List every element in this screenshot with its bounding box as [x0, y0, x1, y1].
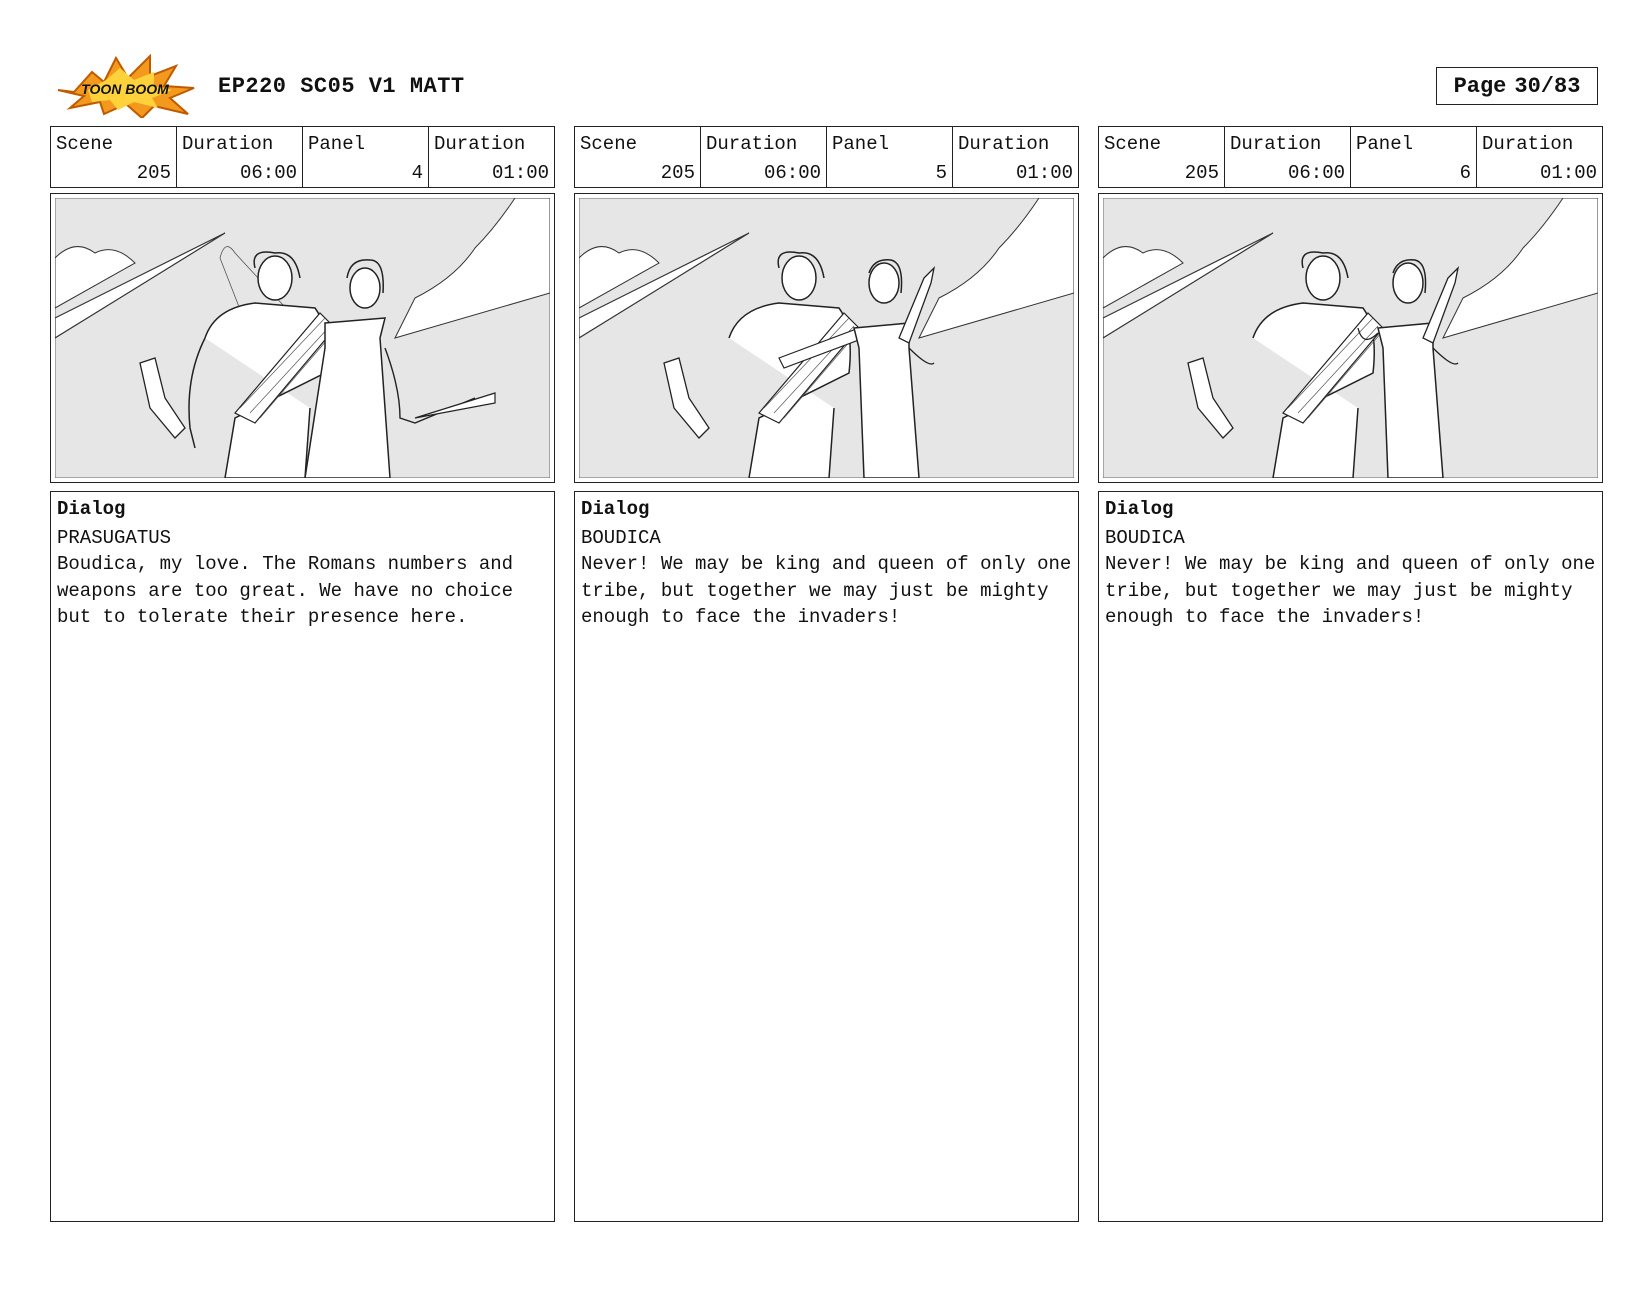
- scene-label: Scene: [56, 133, 114, 155]
- duration-label: Duration: [1230, 133, 1322, 155]
- panel-label: Panel: [308, 133, 366, 155]
- duration-label: Duration: [182, 133, 274, 155]
- panel-duration-cell: [1477, 127, 1602, 187]
- panel-cell: [1351, 127, 1477, 187]
- panel-duration-cell: [429, 127, 554, 187]
- dialog-heading: Dialog: [57, 498, 126, 520]
- dialog-text: Boudica, my love. The Romans numbers and weapons are too great. We have no choice but to tolerate their presence here.: [57, 553, 514, 628]
- dialog-speaker: PRASUGATUS: [57, 526, 172, 549]
- duration-label: Duration: [434, 133, 526, 155]
- duration-label: Duration: [1482, 133, 1574, 155]
- dialog-box: [1098, 491, 1603, 1222]
- document-title: EP220 SC05 V1 MATT: [218, 74, 465, 99]
- panel-value: 5: [935, 162, 947, 184]
- dialog-heading: Dialog: [581, 498, 650, 520]
- duration-label: Duration: [706, 133, 798, 155]
- panel-duration-value: 01:00: [1539, 162, 1597, 184]
- sketch-image: [579, 198, 1074, 478]
- page-number: 30/83: [1514, 73, 1581, 99]
- logo-text: TOON BOOM: [81, 81, 169, 97]
- panel-drawing: [574, 193, 1079, 483]
- scene-value: 205: [660, 162, 695, 184]
- toonboom-logo: [54, 52, 196, 118]
- scene-duration-cell: [1225, 127, 1351, 187]
- sketch-image: [1103, 198, 1598, 478]
- dialog-text: Never! We may be king and queen of only one tribe, but together we may just be mighty enough to face the invaders!: [581, 553, 1072, 628]
- panel-info-row: [50, 126, 555, 188]
- panel-cell: [827, 127, 953, 187]
- panel-value: 6: [1459, 162, 1471, 184]
- storyboard-panel-5: [574, 126, 1079, 1222]
- panel-info-row: [1098, 126, 1603, 188]
- panel-drawing: [50, 193, 555, 483]
- panel-duration-value: 01:00: [491, 162, 549, 184]
- panel-drawing: [1098, 193, 1603, 483]
- panel-duration-cell: [953, 127, 1078, 187]
- scene-duration-cell: [177, 127, 303, 187]
- page-label: Page: [1453, 73, 1507, 99]
- page-indicator: [1436, 67, 1598, 105]
- scene-duration-value: 06:00: [1287, 162, 1345, 184]
- panel-duration-value: 01:00: [1015, 162, 1073, 184]
- panel-label: Panel: [1356, 133, 1414, 155]
- dialog-heading: Dialog: [1105, 498, 1174, 520]
- dialog-box: [574, 491, 1079, 1222]
- scene-cell: [51, 127, 177, 187]
- dialog-text: Never! We may be king and queen of only one tribe, but together we may just be mighty enough to face the invaders!: [1105, 553, 1596, 628]
- panel-value: 4: [411, 162, 423, 184]
- scene-cell: [575, 127, 701, 187]
- panel-info-row: [574, 126, 1079, 188]
- scene-duration-value: 06:00: [239, 162, 297, 184]
- scene-duration-value: 06:00: [763, 162, 821, 184]
- panel-label: Panel: [832, 133, 890, 155]
- scene-cell: [1099, 127, 1225, 187]
- scene-value: 205: [136, 162, 171, 184]
- scene-duration-cell: [701, 127, 827, 187]
- duration-label: Duration: [958, 133, 1050, 155]
- dialog-box: [50, 491, 555, 1222]
- scene-label: Scene: [580, 133, 638, 155]
- dialog-speaker: BOUDICA: [1105, 526, 1185, 549]
- storyboard-panel-6: [1098, 126, 1603, 1222]
- storyboard-panel-4: [50, 126, 555, 1222]
- panel-cell: [303, 127, 429, 187]
- dialog-speaker: BOUDICA: [581, 526, 661, 549]
- scene-value: 205: [1184, 162, 1219, 184]
- sketch-image: [55, 198, 550, 478]
- scene-label: Scene: [1104, 133, 1162, 155]
